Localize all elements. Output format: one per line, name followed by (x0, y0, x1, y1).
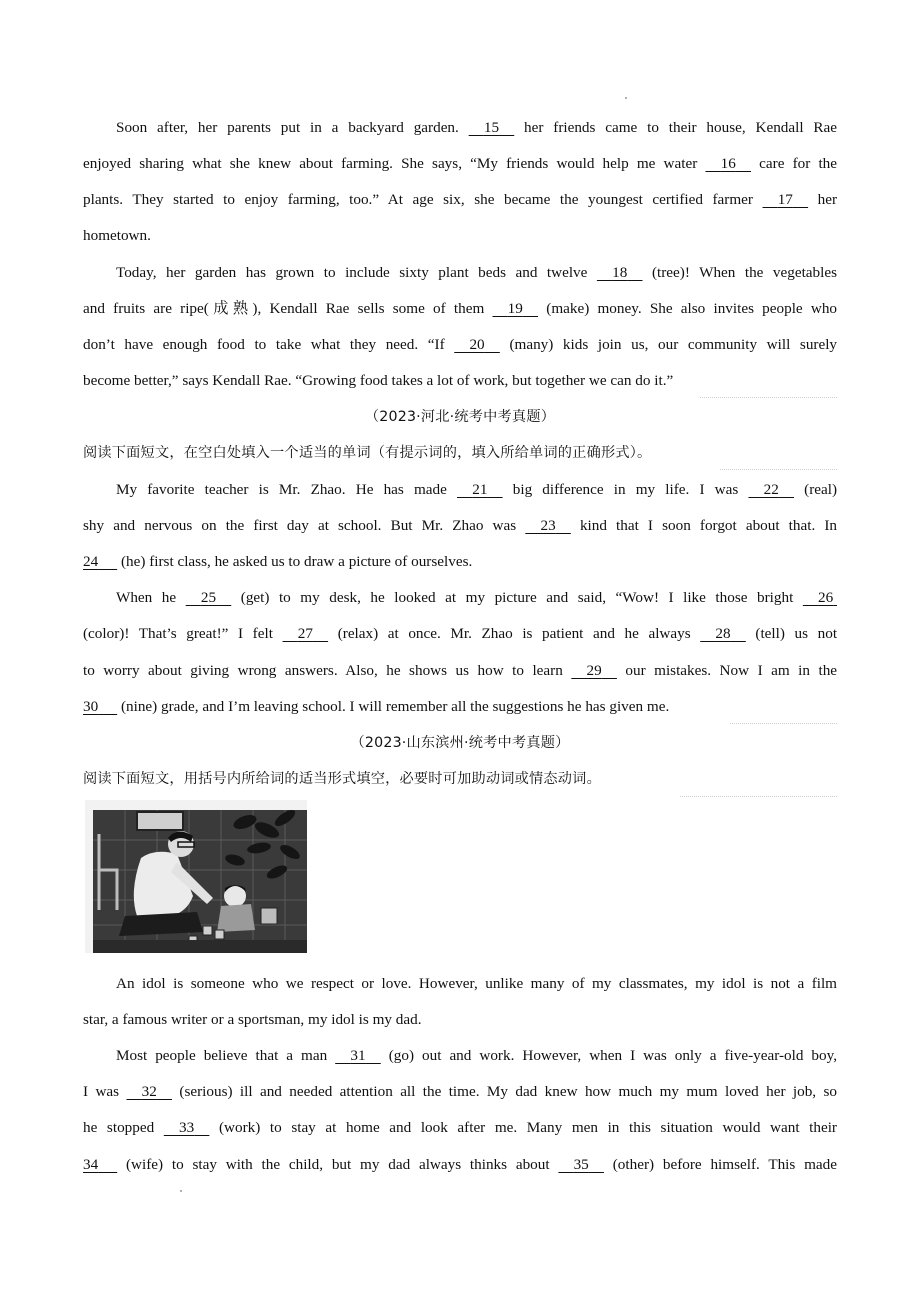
s3-p2-line-1 (116, 1045, 837, 1067)
text: Most people believe that a man (116, 1047, 328, 1064)
scan-speck (625, 97, 627, 99)
s3-p2-line-4 (83, 1154, 837, 1176)
s1-p1-line-1 (116, 117, 837, 139)
blank-15[interactable]: 15 (483, 119, 500, 136)
s1-p1-line-3 (83, 189, 837, 211)
s2-p2-line-2 (83, 623, 837, 645)
text: her (817, 191, 838, 208)
text: (get) to my desk, he looked at my picture and said, “Wow! I like those bright (240, 589, 794, 606)
text: (work) to stay at home and look after me. Many men in this situation would want their (218, 1119, 837, 1136)
blank-16[interactable]: 16 (720, 155, 736, 172)
blank-25[interactable]: 25 (200, 589, 217, 606)
s2-p2-line-4 (83, 696, 837, 718)
blank-28[interactable]: 28 (715, 625, 731, 642)
blank-30[interactable]: 30 (83, 698, 99, 715)
text: care for the (759, 155, 838, 172)
blank-27[interactable]: 27 (297, 625, 313, 642)
text: I was (83, 1083, 120, 1100)
dotted-rule (680, 796, 837, 797)
dotted-rule (700, 397, 837, 398)
blank-32[interactable]: 32 (141, 1083, 157, 1100)
text: (tell) us not (755, 625, 838, 642)
text: plants. They started to enjoy farming, too.” At age six, she became the youngest certified farmer (83, 191, 753, 208)
text: shy and nervous on the first day at school. But Mr. Zhao was (83, 517, 517, 534)
blank-19[interactable]: 19 (507, 300, 523, 317)
text: (tree)! When the vegetables (651, 264, 838, 281)
blank-18[interactable]: 18 (612, 264, 628, 281)
text: enjoyed sharing what she knew about farming. She says, “My friends would help me water (83, 155, 698, 172)
s1-p2-line-4: become better,” says Kendall Rae. “Growing food takes a lot of work, but together we can do it.” (83, 372, 674, 389)
blank-20[interactable]: 20 (469, 336, 485, 353)
blank-29[interactable]: 29 (586, 662, 602, 679)
s3-p2-line-2 (83, 1081, 837, 1103)
text: her friends came to their house, Kendall Rae (524, 119, 837, 136)
text: don’t have enough food to take what they need. “If (83, 336, 445, 353)
blank-33[interactable]: 33 (178, 1119, 195, 1136)
text: our mistakes. Now I am in the (625, 662, 838, 679)
blank-17[interactable]: 17 (777, 191, 793, 208)
text: (nine) grade, and I’m leaving school. I will remember all the suggestions he has given me. (120, 698, 670, 715)
text: big difference in my life. I was (512, 481, 739, 498)
s2-p1-line-1 (116, 479, 837, 501)
s2-p1-line-3 (83, 551, 837, 573)
text: (serious) ill and needed attention all the time. My dad knew how much my mum loved her job, so (179, 1083, 837, 1100)
s3-instruction: 阅读下面短文，用括号内所给词的适当形式填空，必要时可加助动词或情态动词。 (83, 771, 601, 787)
text: kind that I soon forgot about that. In (579, 517, 837, 534)
s3-source: （2023·山东滨州·统考中考真题） (350, 735, 570, 751)
s2-source: （2023·河北·统考中考真题） (364, 409, 556, 425)
s2-instruction: 阅读下面短文，在空白处填入一个适当的单词（有提示词的，填入所给单词的正确形式）。 (83, 445, 652, 461)
s3-p1-line-2: star, a famous writer or a sportsman, my idol is my dad. (83, 1011, 422, 1028)
text: (color)! That’s great!” I felt (83, 625, 273, 642)
text: to worry about giving wrong answers. Also, he shows us how to learn (83, 662, 563, 679)
blank-24[interactable]: 24 (83, 553, 99, 570)
text: (many) kids join us, our community will surely (509, 336, 838, 353)
dotted-rule (720, 469, 837, 470)
dotted-rule (730, 723, 837, 724)
blank-23[interactable]: 23 (540, 517, 556, 534)
scan-speck (180, 1190, 182, 1192)
blank-31[interactable]: 31 (350, 1047, 366, 1064)
blank-34[interactable]: 34 (83, 1156, 99, 1173)
blank-35[interactable]: 35 (573, 1156, 589, 1173)
text: (other) before himself. This made (612, 1156, 837, 1173)
s2-p1-line-2 (83, 515, 837, 537)
text: (real) (804, 481, 838, 498)
text: When he (116, 589, 177, 606)
picture-frame-icon (137, 812, 183, 830)
text: and fruits are ripe(成熟), Kendall Rae sells some of them (83, 300, 485, 317)
text: (relax) at once. Mr. Zhao is patient and he always (337, 625, 691, 642)
text: Today, her garden has grown to include sixty plant beds and twelve (116, 264, 588, 281)
s1-p1-line-4: hometown. (83, 227, 151, 244)
text: (make) money. She also invites people who (546, 300, 838, 317)
s2-p2-line-3 (83, 660, 837, 682)
text: (he) first class, he asked us to draw a picture of ourselves. (120, 553, 473, 570)
text: (wife) to stay with the child, but my dad always thinks about (125, 1156, 550, 1173)
father-child-illustration (85, 800, 307, 953)
s1-p2-line-1 (116, 262, 837, 284)
s1-p2-line-2 (83, 298, 837, 320)
text: My favorite teacher is Mr. Zhao. He has made (116, 481, 447, 498)
s3-p2-line-3 (83, 1117, 837, 1139)
s1-p1-line-2 (83, 153, 837, 175)
text: Soon after, her parents put in a backyard garden. (116, 119, 459, 136)
s2-p2-line-1 (116, 587, 837, 609)
text: he stopped (83, 1119, 155, 1136)
blank-26[interactable]: 26 (818, 589, 834, 606)
s3-p1-line-1: An idol is someone who we respect or love. However, unlike many of my classmates, my idol is not a film (116, 975, 837, 992)
blank-21[interactable]: 21 (472, 481, 488, 498)
text: (go) out and work. However, when I was only a five-year-old boy, (388, 1047, 838, 1064)
s1-p2-line-3 (83, 334, 837, 356)
blank-22[interactable]: 22 (763, 481, 779, 498)
